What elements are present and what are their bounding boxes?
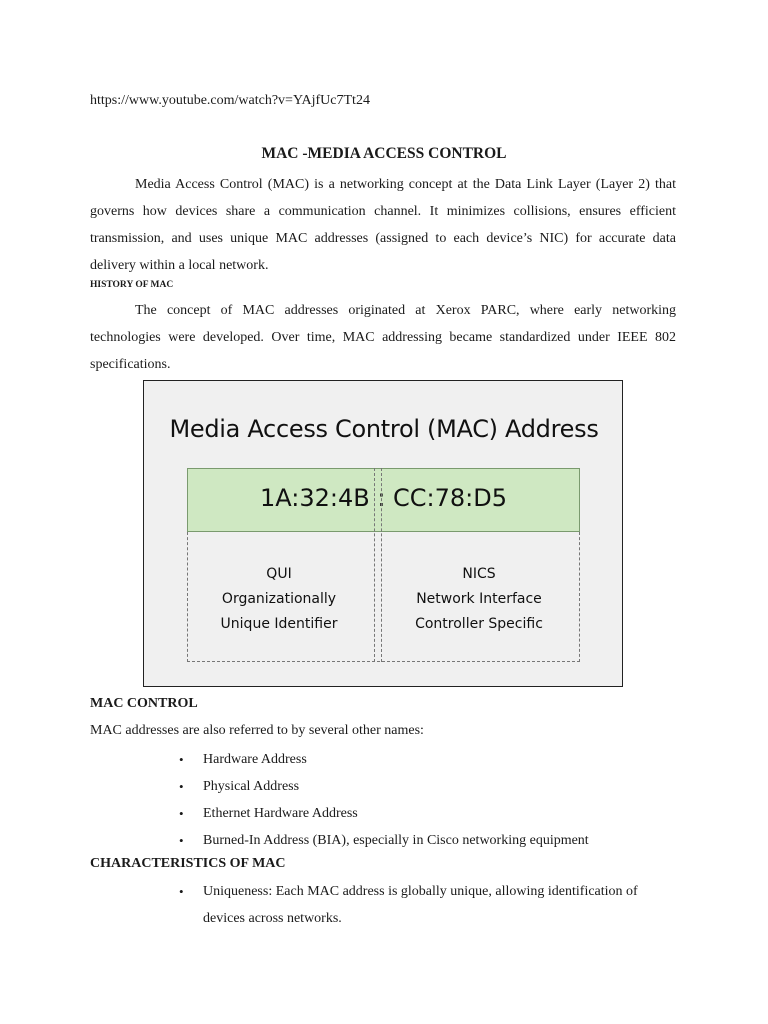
mac-control-intro: MAC addresses are also referred to by several other names: <box>90 723 424 738</box>
nic-abbr: NICS <box>462 566 496 582</box>
list-item: • Burned-In Address (BIA), especially in Cisco networking equipment <box>203 827 683 854</box>
dashed-divider <box>374 468 382 662</box>
page-title: MAC -MEDIA ACCESS CONTROL <box>261 145 507 162</box>
list-item: • Physical Address <box>203 773 683 800</box>
intro-paragraph <box>90 171 676 279</box>
mac-address-example: 1A:32:4B : CC:78:D5 <box>259 484 508 512</box>
youtube-link[interactable]: https://www.youtube.com/watch?v=YAjfUc7Tt24 <box>90 93 370 108</box>
history-heading: HISTORY OF MAC <box>90 280 174 290</box>
nic-line2: Controller Specific <box>415 616 543 632</box>
list-item: • Uniqueness: Each MAC address is globally unique, allowing identification of devices across networks. <box>203 878 683 932</box>
oui-label <box>184 562 374 637</box>
characteristics-list <box>203 878 683 932</box>
oui-line1: Organizationally <box>221 591 337 607</box>
oui-abbr: QUI <box>266 566 292 582</box>
nic-label <box>384 562 574 637</box>
characteristics-heading: CHARACTERISTICS OF MAC <box>90 856 286 871</box>
mac-address-diagram <box>143 380 623 687</box>
mac-names-list <box>203 746 683 854</box>
nic-line1: Network Interface <box>416 591 542 607</box>
diagram-title: Media Access Control (MAC) Address <box>169 415 599 443</box>
history-paragraph <box>90 297 676 378</box>
list-item: • Hardware Address <box>203 746 683 773</box>
oui-line2: Unique Identifier <box>220 616 338 632</box>
history-paragraph-text: The concept of MAC addresses originated at Xerox PARC, where early networking technologies were developed. Over time, MAC addressing became standardized under IEEE 802 specifications. <box>90 303 676 372</box>
list-item: • Ethernet Hardware Address <box>203 800 683 827</box>
intro-paragraph-text: Media Access Control (MAC) is a networking concept at the Data Link Layer (Layer 2) that governs how devices share a communication channel. It minimizes collisions, ensures efficient transmission, and uses unique MAC addresses (assigned to each device’s NIC) for accurate data delivery within a local network. <box>90 177 676 273</box>
mac-control-heading: MAC CONTROL <box>90 696 198 711</box>
